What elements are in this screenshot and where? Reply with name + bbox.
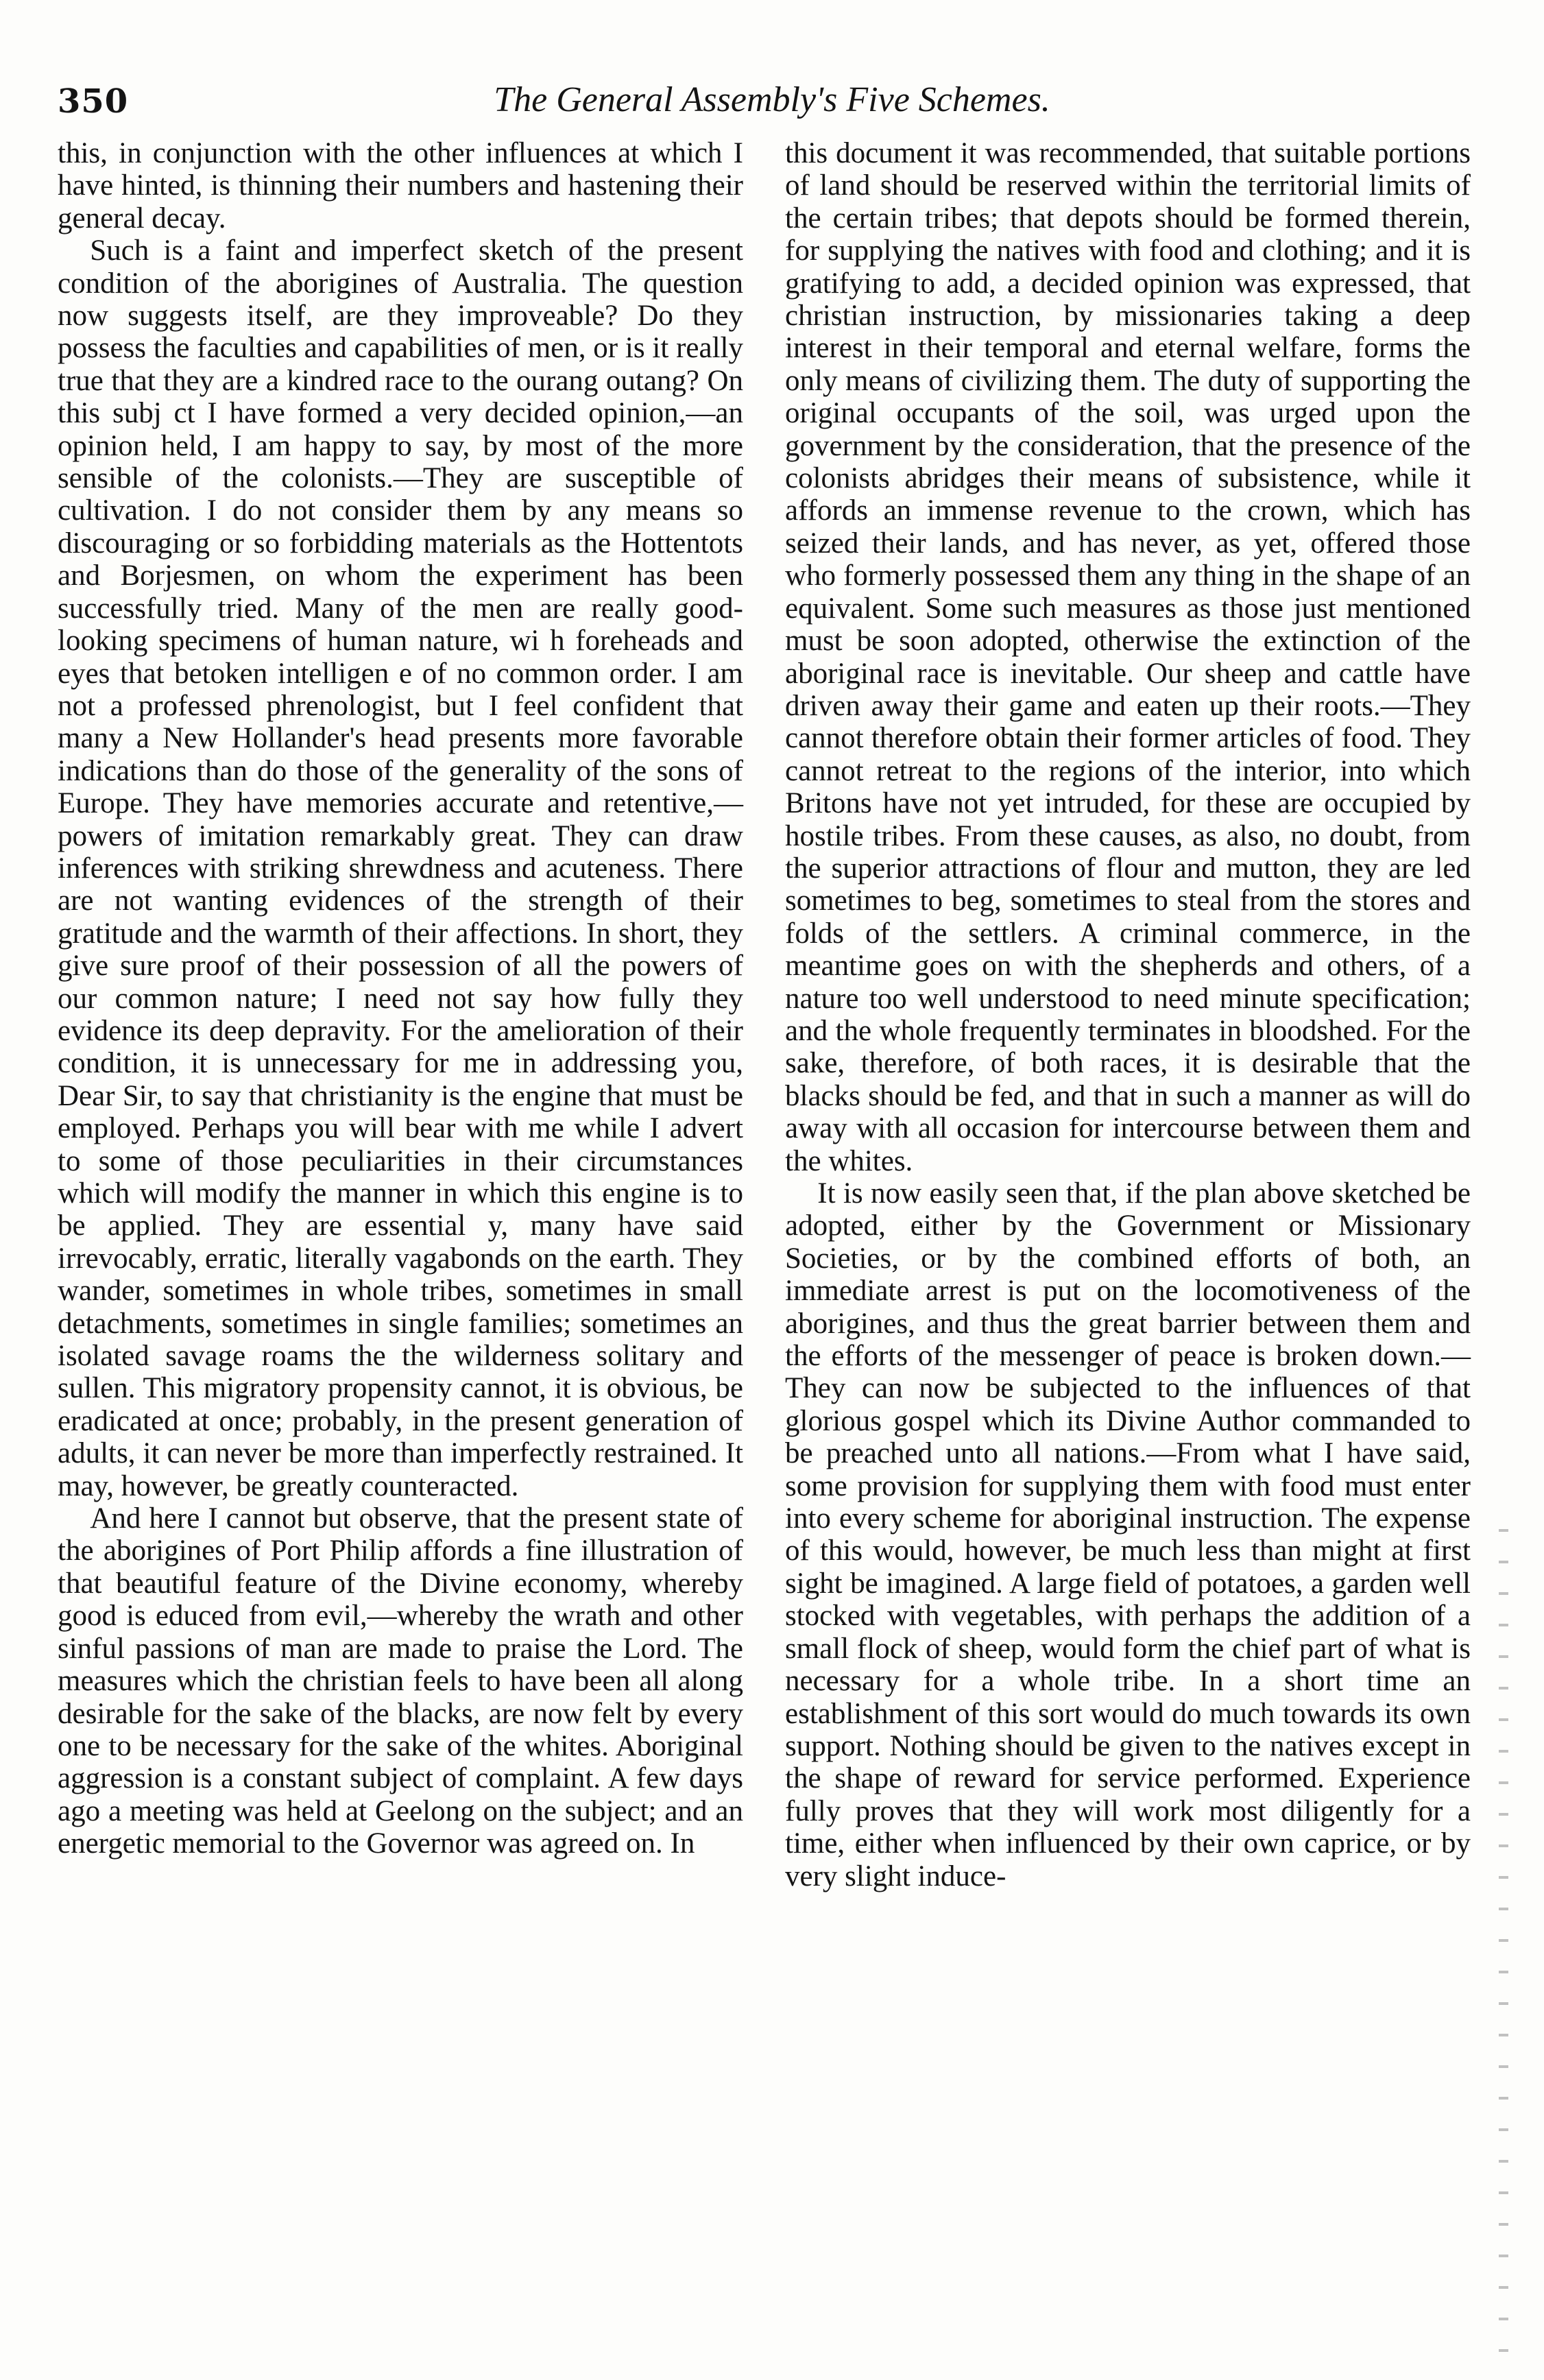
paragraph: this, in conjunction with the other influences at which I have hinted, is thinning their numbers and hastening their general decay. (58, 137, 743, 235)
running-title: The General Assembly's Five Schemes. (494, 80, 1050, 119)
paragraph: And here I cannot but observe, that the present state of the aborigines of Port Philip affords a fine illustration of that beautiful feature of the Divine economy, whereby good is educed from evil,—whereby the wrath and other sinful passions of man are made to praise the Lord. The measures which the christian feels to have been all along desirable for the sake of the blacks, are now felt by every one to be necessary for the sake of the whites. Aboriginal aggression is a constant subject of complaint. A few days ago a meeting was held at Geelong on the subject; and an energetic memorial to the Governor was agreed on. In (58, 1502, 743, 1860)
paragraph: Such is a faint and imperfect sketch of the present condition of the aborigines of Australia. The question now suggests itself, are they improveable? Do they possess the faculties and capabilities of men, or is it really true that they are a kindred race to the ourang outang? On this subj ct I have formed a very decided opinion,—an opinion held, I am happy to say, by most of the more sensible of the colonists.—They are susceptible of cultivation. I do not consider them by any means so discouraging or so forbidding materials as the Hottentots and Borjesmen, on whom the experiment has been successfully tried. Many of the men are really good-looking specimens of human nature, wi h foreheads and eyes that betoken intelligen e of no common order. I am not a professed phrenologist, but I feel confident that many a New Hollander's head presents more favorable indications than do those of the generality of the sons of Europe. They have memories accurate and retentive,—powers of imitation remarkably great. They can draw inferences with striking shrewdness and acuteness. There are not wanting evidences of the strength of their gratitude and the warmth of their affections. In short, they give sure proof of their possession of all the powers of our common nature; I need not say how fully they evidence its deep depravity. For the amelioration of their condition, it is unnecessary for me in addressing you, Dear Sir, to say that christianity is the engine that must be employed. Perhaps you will bear with me while I advert to some of those peculiarities in their circumstances which will modify the manner in which this engine is to be applied. They are essential y, many have said irrevocably, erratic, literally vagabonds on the earth. They wander, sometimes in whole tribes, sometimes in small detachments, sometimes in single families; sometimes an isolated savage roams the the wilderness solitary and sullen. This migratory propensity cannot, it is obvious, be eradicated at once; probably, in the present generation of adults, it can never be more than imperfectly restrained. It may, however, be greatly counteracted. (58, 235, 743, 1502)
right-column (785, 137, 1471, 1892)
scan-edge-marks (1499, 1529, 1508, 2352)
paragraph: this document it was recommended, that suitable portions of land should be reserved within the territorial limits of the certain tribes; that depots should be formed therein, for supplying the natives with food and clothing; and it is gratifying to add, a decided opinion was expressed, that christian instruction, by missionaries taking a deep interest in their temporal and eternal welfare, forms the only means of civilizing them. The duty of supporting the original occupants of the soil, was urged upon the government by the consideration, that the presence of the colonists abridges their means of subsistence, while it affords an immense revenue to the crown, which has seized their lands, and has never, as yet, offered those who formerly possessed them any thing in the shape of an equivalent. Some such measures as those just mentioned must be soon adopted, otherwise the extinction of the aboriginal race is inevitable. Our sheep and cattle have driven away their game and eaten up their roots.—They cannot therefore obtain their former articles of food. They cannot retreat to the regions of the interior, into which Britons have not yet intruded, for these are occupied by hostile tribes. From these causes, as also, no doubt, from the superior attractions of flour and mutton, they are led sometimes to beg, sometimes to steal from the stores and folds of the settlers. A criminal commerce, in the meantime goes on with the shepherds and others, of a nature too well understood to need minute specification; and the whole frequently terminates in bloodshed. For the sake, therefore, of both races, it is desirable that the blacks should be fed, and that in such a manner as will do away with all occasion for intercourse between them and the whites. (785, 137, 1471, 1177)
page-number: 350 (58, 82, 129, 121)
paragraph: It is now easily seen that, if the plan above sketched be adopted, either by the Government or Missionary Societies, or by the combined efforts of both, an immediate arrest is put on the locomotiveness of the aborigines, and thus the great barrier between them and the efforts of the messenger of peace is broken down.—They can now be subjected to the influences of that glorious gospel which its Divine Author commanded to be preached unto all nations.—From what I have said, some provision for supplying them with food must enter into every scheme for aboriginal instruction. The expense of this would, however, be much less than might at first sight be imagined. A large field of potatoes, a garden well stocked with vegetables, with perhaps the addition of a small flock of sheep, would form the chief part of what is necessary for a whole tribe. In a short time an establishment of this sort would do much towards its own support. Nothing should be given to the natives except in the shape of reward for service performed. Experience fully proves that they will work most diligently for a time, either when influenced by their own caprice, or by very slight induce- (785, 1177, 1471, 1892)
left-column (58, 137, 743, 1860)
